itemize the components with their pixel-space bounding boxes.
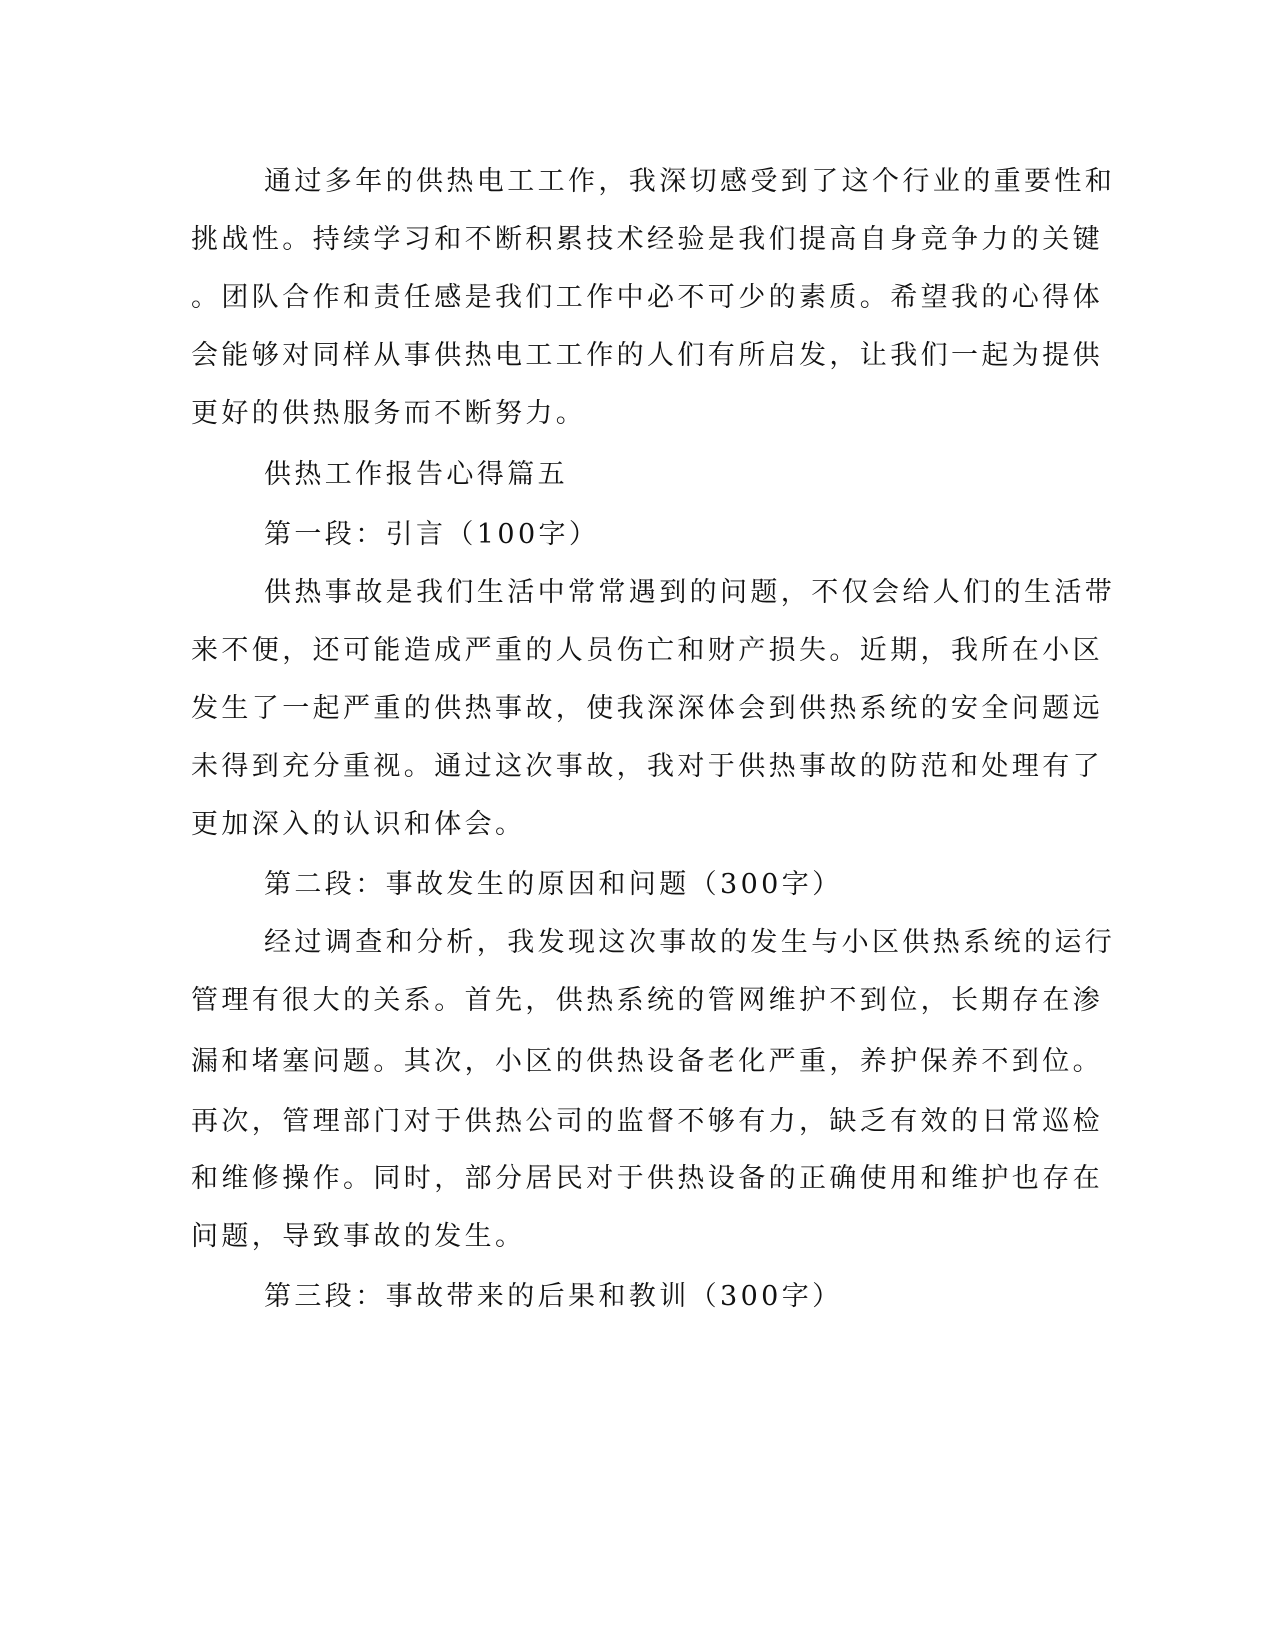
paragraph-line: 经过调查和分析，我发现这次事故的发生与小区供热系统的运行 [264, 927, 1116, 958]
section-heading: 第三段：事故带来的后果和教训（300字） [264, 1281, 843, 1312]
article-title: 供热工作报告心得篇五 [264, 459, 568, 490]
paragraph-line: 挑战性。持续学习和不断积累技术经验是我们提高自身竞争力的关键 [191, 224, 1103, 255]
paragraph-line: 漏和堵塞问题。其次，小区的供热设备老化严重，养护保养不到位。 [191, 1046, 1103, 1077]
section-heading: 第一段：引言（100字） [264, 519, 600, 550]
paragraph-line: 来不便，还可能造成严重的人员伤亡和财产损失。近期，我所在小区 [191, 635, 1103, 666]
paragraph-line: 会能够对同样从事供热电工工作的人们有所启发，让我们一起为提供 [191, 340, 1103, 371]
paragraph-line: 通过多年的供热电工工作，我深切感受到了这个行业的重要性和 [264, 166, 1116, 197]
paragraph-line: 。团队合作和责任感是我们工作中必不可少的素质。希望我的心得体 [191, 282, 1103, 313]
section-heading: 第二段：事故发生的原因和问题（300字） [264, 869, 843, 900]
paragraph-line: 管理有很大的关系。首先，供热系统的管网维护不到位，长期存在渗 [191, 985, 1103, 1016]
paragraph-line: 更加深入的认识和体会。 [191, 809, 526, 840]
paragraph-line: 供热事故是我们生活中常常遇到的问题，不仅会给人们的生活带 [264, 577, 1116, 608]
paragraph-line: 更好的供热服务而不断努力。 [191, 398, 587, 429]
paragraph-line: 发生了一起严重的供热事故，使我深深体会到供热系统的安全问题远 [191, 693, 1103, 724]
paragraph-line: 和维修操作。同时，部分居民对于供热设备的正确使用和维护也存在 [191, 1163, 1103, 1194]
paragraph-line: 再次，管理部门对于供热公司的监督不够有力，缺乏有效的日常巡检 [191, 1106, 1103, 1137]
paragraph-line: 问题，导致事故的发生。 [191, 1221, 526, 1252]
paragraph-line: 未得到充分重视。通过这次事故，我对于供热事故的防范和处理有了 [191, 751, 1103, 782]
